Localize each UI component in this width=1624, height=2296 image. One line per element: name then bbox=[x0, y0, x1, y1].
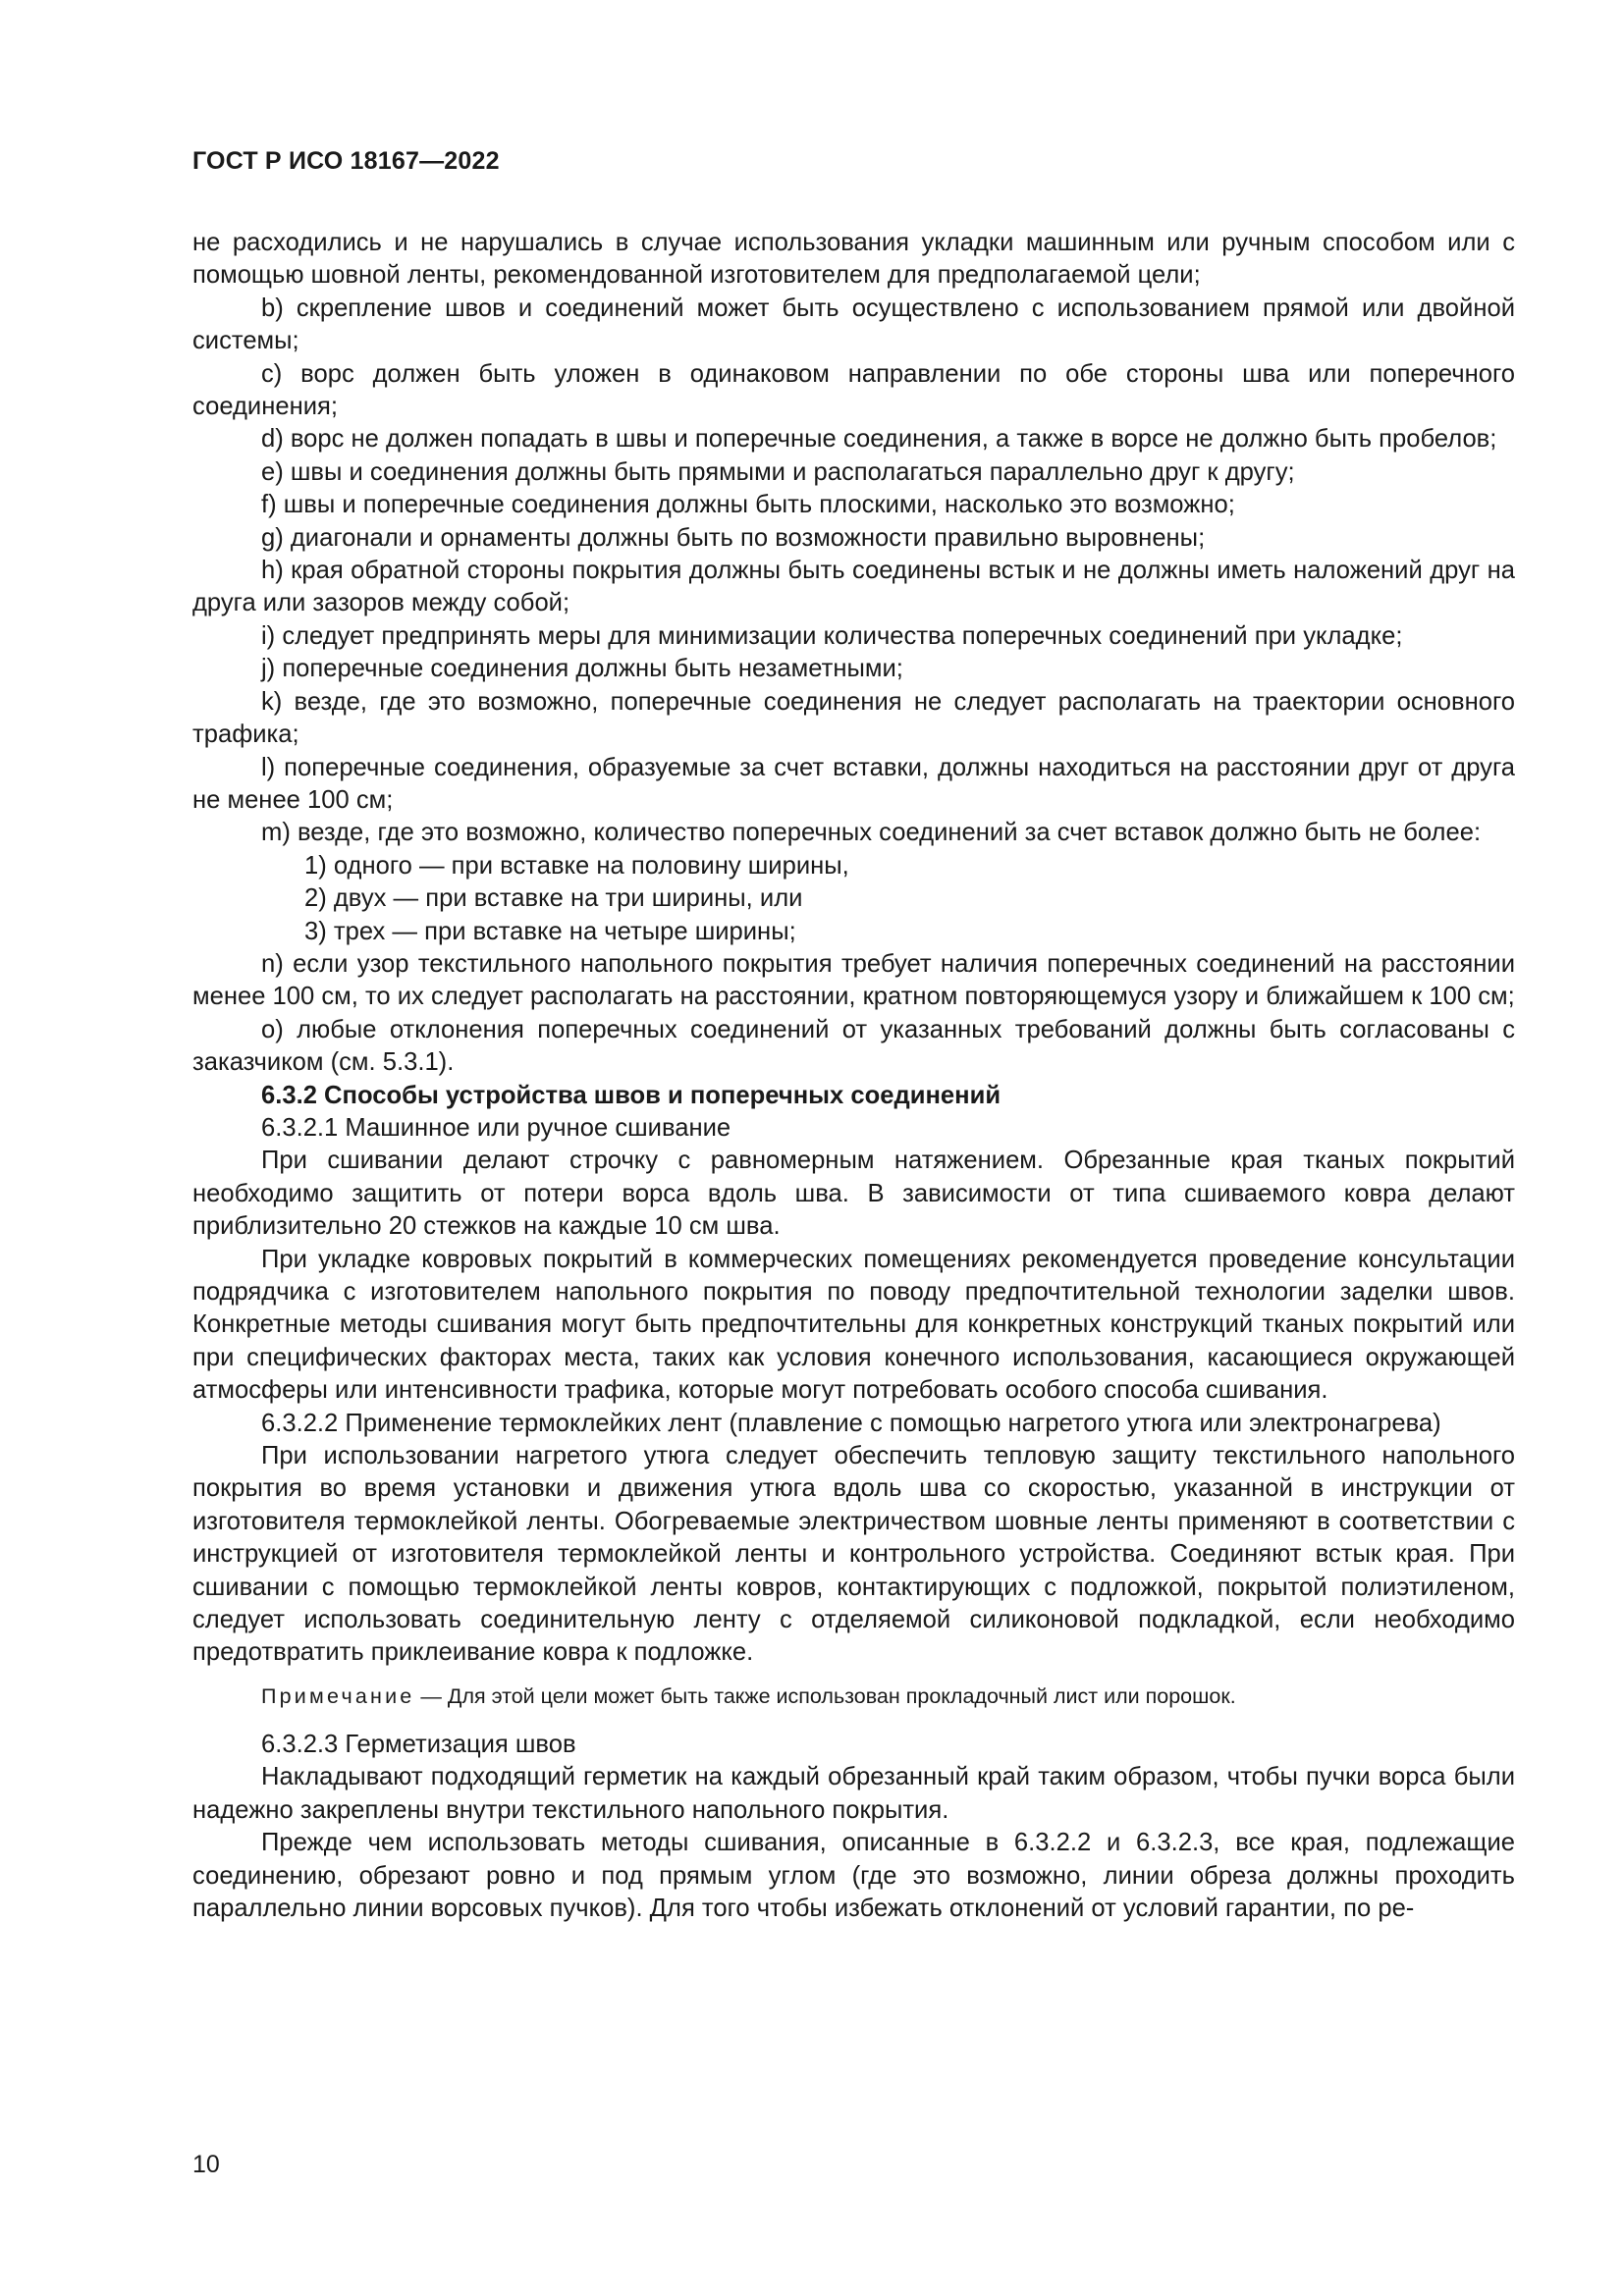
note-label: Примечание bbox=[261, 1683, 415, 1708]
list-item-l: l) поперечные соединения, образуемые за счет вставки, должны находиться на расстоянии друг от друга не менее 100 см; bbox=[192, 753, 1515, 814]
list-item-b: b) скрепление швов и соединений может быть осуществлено с использованием прямой или двойной системы; bbox=[192, 294, 1515, 355]
subsection-heading-6-3-2-1: 6.3.2.1 Машинное или ручное сшивание bbox=[261, 1113, 731, 1142]
paragraph-commercial: При укладке ковровых покрытий в коммерческих помещениях рекомендуется проведение консультации подрядчика с изготовителем напольного покрытия по поводу предпочтительной технологии заделки швов. Конкретные методы сшивания могут быть предпочтительны для конкретных конструкций тканых покрытий или при специфических факторах места, таких как условия конечного использования, касающиеся окружающей атмосферы или интенсивности трафика, которые могут потребовать особого способа сшивания. bbox=[192, 1245, 1515, 1405]
paragraph-edge-trimming: Прежде чем использовать методы сшивания, описанные в 6.3.2.2 и 6.3.2.3, все края, подлежащие соединению, обрезают ровно и под прямым углом (где это возможно, линии обреза должны проходить параллельно линии ворсовых пучков). Для того чтобы избежать отклонений от условий гарантии, по ре- bbox=[192, 1829, 1515, 1922]
list-item-m: m) везде, где это возможно, количество поперечных соединений за счет вставок должно быть не более: bbox=[261, 819, 1482, 847]
list-item-o: o) любые отклонения поперечных соединений от указанных требований должны быть согласованы с заказчиком (см. 5.3.1). bbox=[192, 1015, 1515, 1077]
list-item-j: j) поперечные соединения должны быть незаметными; bbox=[261, 655, 903, 683]
list-item-h: h) края обратной стороны покрытия должны быть соединены встык и не должны иметь наложений друг на друга или зазоров между собой; bbox=[192, 557, 1515, 617]
list-item-c: c) ворс должен быть уложен в одинаковом направлении по обе стороны шва или поперечного соединения; bbox=[192, 359, 1515, 421]
page-number: 10 bbox=[192, 2151, 220, 2178]
list-item-i: i) следует предпринять меры для минимизации количества поперечных соединений при укладке; bbox=[261, 621, 1403, 650]
paragraph-sealant: Накладывают подходящий герметик на каждый обрезанный край таким образом, чтобы пучки ворса были надежно закреплены внутри текстильного напольного покрытия. bbox=[192, 1763, 1515, 1824]
list-item-g: g) диагонали и орнаменты должны быть по возможности правильно выровнены; bbox=[261, 523, 1206, 552]
paragraph-stitching: При сшивании делают строчку с равномерным натяжением. Обрезанные края тканых покрытий необходимо защитить от потери ворса вдоль шва. В зависимости от типа сшиваемого ковра делают приблизительно 20 стежков на каждые 10 см шва. bbox=[192, 1147, 1515, 1241]
sublist-item-1: 1) одного — при вставке на половину ширины, bbox=[304, 851, 849, 880]
document-body bbox=[192, 227, 1515, 1925]
list-item-k: k) везде, где это возможно, поперечные соединения не следует располагать на траектории основного трафика; bbox=[192, 687, 1515, 749]
sublist-item-2: 2) двух — при вставке на три ширины, или bbox=[304, 884, 803, 913]
section-heading-6-3-2: 6.3.2 Способы устройства швов и поперечных соединений bbox=[261, 1081, 1001, 1109]
note-text: — Для этой цели может быть также использован прокладочный лист или порошок. bbox=[414, 1683, 1236, 1708]
paragraph-continuation: не расходились и не нарушались в случае использования укладки машинным или ручным способом или с помощью шовной ленты, рекомендованной изготовителем для предполагаемой цели; bbox=[192, 229, 1515, 290]
subsection-heading-6-3-2-3: 6.3.2.3 Герметизация швов bbox=[261, 1730, 576, 1758]
list-item-e: e) швы и соединения должны быть прямыми и располагаться параллельно друг к другу; bbox=[261, 457, 1295, 486]
subsection-heading-6-3-2-2: 6.3.2.2 Применение термоклейких лент (плавление с помощью нагретого утюга или электронагрева) bbox=[261, 1409, 1441, 1437]
document-code-header: ГОСТ Р ИСО 18167—2022 bbox=[192, 147, 500, 175]
list-item-d: d) ворс не должен попадать в швы и поперечные соединения, а также в ворсе не должно быть пробелов; bbox=[261, 425, 1497, 454]
list-item-n: n) если узор текстильного напольного покрытия требует наличия поперечных соединений на расстоянии менее 100 см, то их следует располагать на расстоянии, кратном повторяющемуся узору и ближайшем к 100 см; bbox=[192, 949, 1515, 1011]
list-item-f: f) швы и поперечные соединения должны быть плоскими, насколько это возможно; bbox=[261, 491, 1235, 519]
sublist-item-3: 3) трех — при вставке на четыре ширины; bbox=[304, 917, 796, 945]
paragraph-heat-tape: При использовании нагретого утюга следует обеспечить тепловую защиту текстильного напольного покрытия во время установки и движения утюга вдоль шва со скоростью, указанной в инструкции от изготовителя термоклейкой ленты. Обогреваемые электричеством шовные ленты применяют в соответствии с инструкцией от изготовителя термоклейкой ленты и контрольного устройства. Соединяют встык края. При сшивании с помощью термоклейкой ленты ковров, контактирующих с подложкой, покрытой полиэтиленом, следует использовать соединительную ленту с отделяемой силиконовой подкладкой, если необходимо предотвратить приклеивание ковра к подложке. bbox=[192, 1442, 1515, 1667]
note bbox=[192, 1682, 1515, 1711]
